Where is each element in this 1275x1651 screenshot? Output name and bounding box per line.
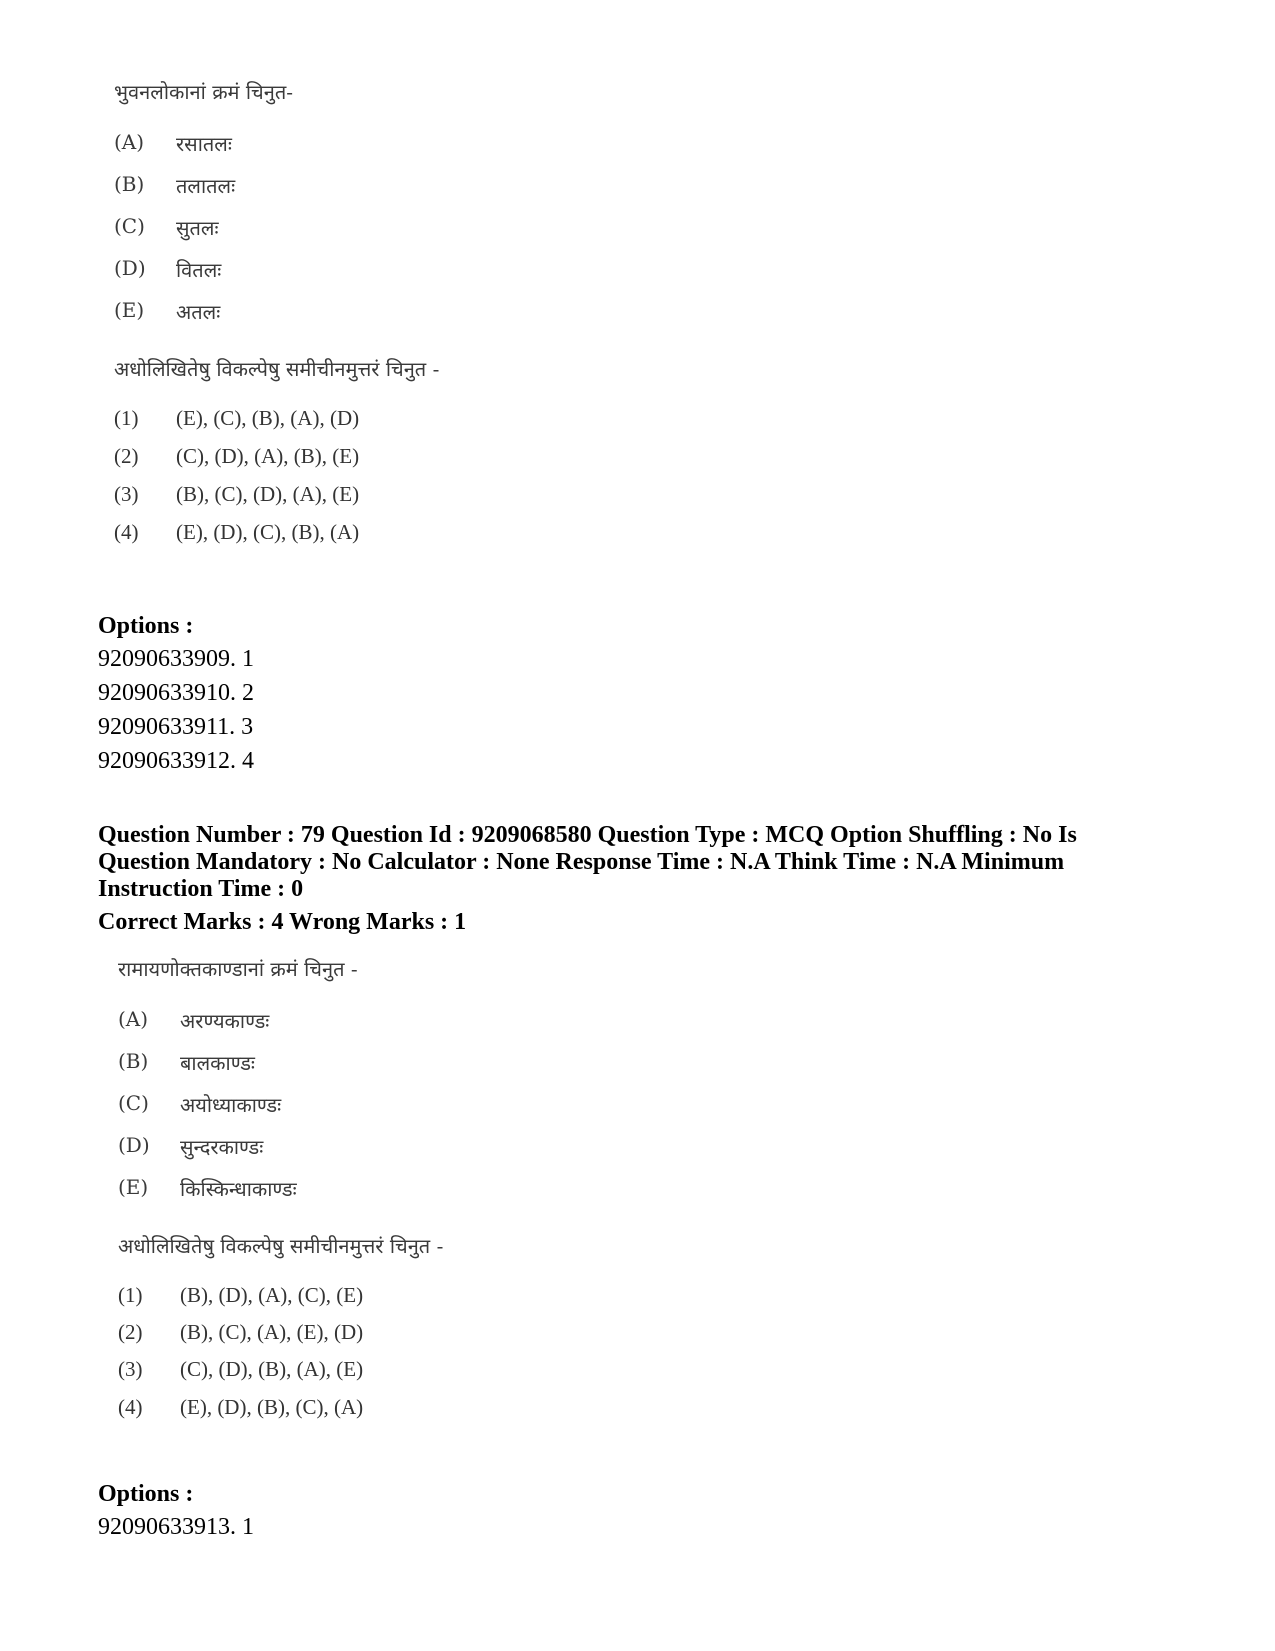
question-instruction: अधोलिखितेषु विकल्पेषु समीचीनमुत्तरं चिनुत - bbox=[114, 357, 440, 381]
question-meta: Instruction Time : 0 bbox=[98, 876, 304, 902]
question-meta: Question Mandatory : No Calculator : None Response Time : N.A Think Time : N.A Minimum bbox=[98, 849, 1065, 875]
options-heading: Options : bbox=[98, 613, 194, 639]
question-79-image: रामायणोक्तकाण्डानां क्रमं चिनुत - (A) अरण्यकाण्डः (B) बालकाण्डः (C) अयोध्याकाण्डः (D) सुन्दरकाण्डः (E) किस्किन्धाकाण्डः अधोलिखितेषु विकल्पेषु समीचीनमुत्तरं चिनुत - (1) (B), (D), (A), (C), (E) (2) (B), (C), (A), (E), (D) (3) (C), (D), (B), (A), (E) (4) (E), (D), (B), (C), (A) bbox=[118, 957, 444, 1419]
option-line: 92090633913. 1 bbox=[98, 1514, 254, 1540]
option-line: 92090633910. 2 bbox=[98, 680, 254, 706]
question-instruction: अधोलिखितेषु विकल्पेषु समीचीनमुत्तरं चिनुत - bbox=[118, 1234, 444, 1258]
options-heading: Options : bbox=[98, 1481, 194, 1507]
question-meta: Question Number : 79 Question Id : 9209068580 Question Type : MCQ Option Shuffling : No Is bbox=[98, 822, 1077, 848]
option-line: 92090633912. 4 bbox=[98, 748, 254, 774]
option-line: 92090633909. 1 bbox=[98, 646, 254, 672]
question-marks: Correct Marks : 4 Wrong Marks : 1 bbox=[98, 909, 467, 935]
option-line: 92090633911. 3 bbox=[98, 714, 254, 740]
question-stem: भुवनलोकानां क्रमं चिनुत- bbox=[114, 80, 294, 104]
question-78-image: भुवनलोकानां क्रमं चिनुत- (A) रसातलः (B) तलातलः (C) सुतलः (D) वितलः (E) अतलः अधोलिखितेषु विकल्पेषु समीचीनमुत्तरं चिनुत - (1) (E), (C), (B), (A), (D) (2) (C), (D), (A), (B), (E) (3) (B), (C), (D), (A), (E) (4) (E), (D), (C), (B), (A) bbox=[114, 80, 440, 544]
question-stem: रामायणोक्तकाण्डानां क्रमं चिनुत - bbox=[118, 957, 358, 981]
